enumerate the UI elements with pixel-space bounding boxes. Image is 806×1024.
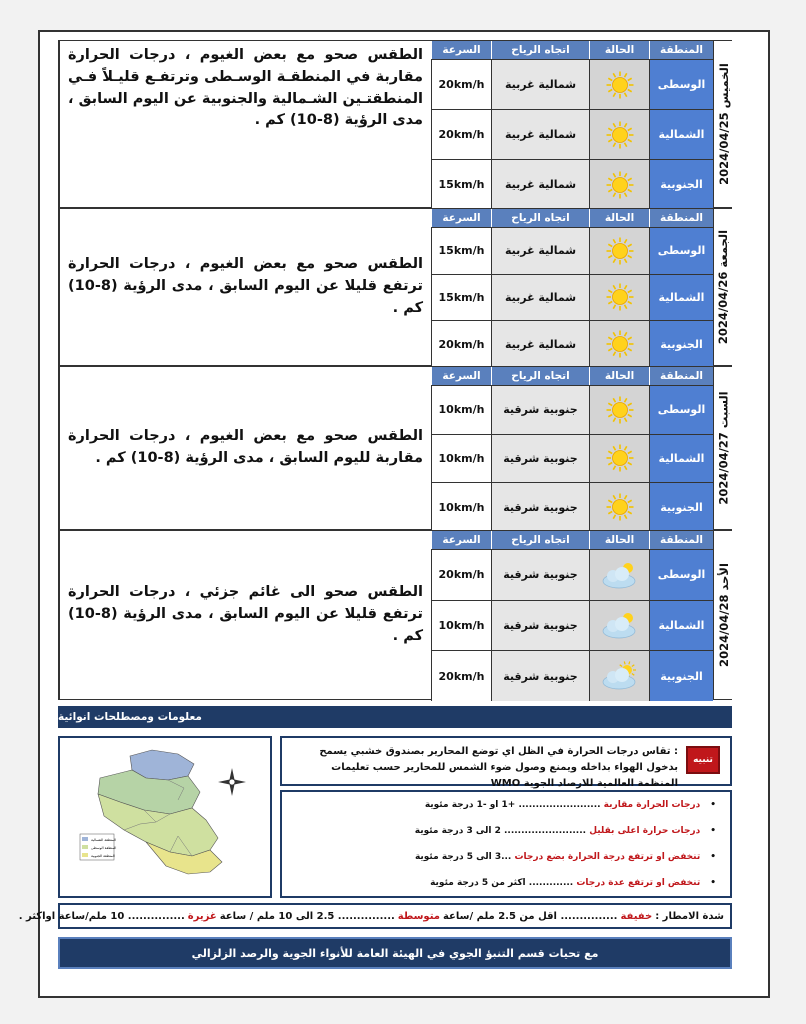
bullet-icon: •	[710, 878, 716, 888]
info-title: معلومات ومصطلحات انوائية	[58, 711, 202, 723]
date-column	[713, 531, 733, 699]
forecast-text: الطقس صحو مع بعض الغيوم ، درجات الحرارة ترتفع قليلا عن اليوم السابق ، مدى الرؤية (8-10) كم .	[59, 209, 431, 365]
region-name: الوسطى	[649, 385, 713, 434]
term-name: درجات حرارة اعلى بقليل	[589, 826, 701, 836]
header-status: الحالة	[589, 531, 649, 549]
notice-tag: تنبيه	[686, 746, 720, 774]
term-name: تنخفض او ترتفع عدة درجات	[576, 878, 701, 888]
region-name: الشمالية	[649, 600, 713, 651]
region-name: الشمالية	[649, 109, 713, 159]
header-region: المنطقة	[649, 531, 713, 549]
forecast-text: الطقس صحو الى غائم جزئي ، درجات الحرارة ترتفع قليلا عن اليوم السابق ، مدى الرؤية (8-10) كم .	[59, 531, 431, 699]
region-name: الشمالية	[649, 434, 713, 483]
iraq-map-panel	[58, 736, 272, 898]
term-name: درجات الحرارة مقاربة	[603, 800, 701, 810]
region-name: الجنوبية	[649, 650, 713, 701]
wind-direction: جنوبية شرقية	[491, 434, 589, 483]
bullet-icon: •	[710, 826, 716, 836]
forecast-text: الطقس صحو مع بعض الغيوم ، درجات الحرارة مقاربة لليوم السابق ، مدى الرؤية (8-10) كم .	[59, 367, 431, 529]
wind-speed: 15km/h	[431, 274, 491, 321]
rain-intensity-bar	[18, 903, 732, 929]
wind-direction: شمالية غربية	[491, 159, 589, 209]
sun-icon	[589, 227, 649, 274]
forecast-date: الخميس 2024/04/25	[716, 63, 731, 185]
term-name: تنخفض او ترتفع درجة الحرارة بضع درجات	[514, 852, 701, 862]
iraq-map	[60, 738, 270, 896]
header-wind-direction: اتجاه الرياح	[491, 209, 589, 227]
wind-direction: جنوبية شرقية	[491, 600, 589, 651]
wind-speed: 10km/h	[431, 434, 491, 483]
partly-cloudy-icon	[589, 650, 649, 701]
header-region: المنطقة	[649, 209, 713, 227]
wind-direction: شمالية غربية	[491, 59, 589, 109]
header-status: الحالة	[589, 367, 649, 385]
forecast-table	[431, 531, 713, 699]
wind-speed: 20km/h	[431, 650, 491, 701]
term-item	[430, 878, 716, 888]
notice-panel	[280, 736, 732, 789]
rain-light: خفيفة	[620, 910, 653, 922]
forecast-day-3	[58, 366, 732, 530]
sun-icon	[589, 320, 649, 367]
forecast-date: الأحد 2024/04/28	[716, 563, 731, 667]
forecast-text: الطقس صحو مع بعض الغيوم ، درجات الحرارة مقاربة في المنطقـة الوسـطى وترتفـع قليـلاً فـي المنطقتـين الشـمالية والجنوبية عن اليوم السابق ، مدى الرؤية (8-10) كم .	[59, 41, 431, 207]
region-name: الجنوبية	[649, 482, 713, 531]
term-value: ............. اكثر من 5 درجة مئوية	[430, 878, 574, 888]
region-name: الشمالية	[649, 274, 713, 321]
date-column	[713, 209, 733, 365]
term-item	[415, 826, 716, 836]
rain-moderate-value: ............... 2.5 الى 10 ملم / ساعة	[219, 910, 395, 922]
wind-direction: شمالية غربية	[491, 109, 589, 159]
rain-heavy: غزيرة	[187, 910, 217, 922]
sun-icon	[589, 274, 649, 321]
date-column	[713, 41, 733, 207]
notice-text: : تقاس درجات الحرارة في الظل اي توضع المحارير بصندوق خشبي يسمح بدخول الهواء بداخله ويمنع وصول ضوء الشمس للمحارير حسب تعليمات المنظمة العالمية للارصاد الجوية WMO	[319, 746, 678, 789]
legend-central: المنطقة الوسطى	[91, 846, 117, 850]
terms-panel	[280, 790, 732, 898]
forecast-day-4	[58, 530, 732, 700]
forecast-day-2	[58, 208, 732, 366]
header-status: الحالة	[589, 41, 649, 59]
legend-north: المنطقة الشمالية	[91, 838, 116, 842]
forecast-date: الجمعة 2024/04/26	[716, 229, 731, 345]
header-wind-direction: اتجاه الرياح	[491, 41, 589, 59]
rain-heavy-value: ............... 10 ملم/ساعة اواكثر .	[18, 910, 185, 922]
cloud-icon	[589, 600, 649, 651]
header-speed: السرعة	[431, 531, 491, 549]
region-name: الوسطى	[649, 549, 713, 600]
footer-text: مع تحيات قسم التنبؤ الجوي في الهيئة العامة للأنواء الجوية والرصد الزلزالي	[191, 946, 599, 960]
wind-direction: جنوبية شرقية	[491, 650, 589, 701]
region-name: الجنوبية	[649, 320, 713, 367]
wind-speed: 20km/h	[431, 59, 491, 109]
wind-speed: 10km/h	[431, 385, 491, 434]
term-value: ........................ 2 الى 3 درجة مئوية	[414, 826, 587, 836]
wind-direction: شمالية غربية	[491, 227, 589, 274]
rain-label: شدة الامطار :	[655, 910, 724, 922]
forecast-table	[431, 367, 713, 529]
wind-direction: شمالية غربية	[491, 274, 589, 321]
date-column	[713, 367, 733, 529]
term-value: ...3 الى 5 درجة مئوية	[414, 852, 512, 862]
sun-icon	[589, 109, 649, 159]
wind-direction: جنوبية شرقية	[491, 482, 589, 531]
forecast-date: السبت 2024/04/27	[716, 391, 731, 505]
forecast-day-1	[58, 40, 732, 208]
header-speed: السرعة	[431, 209, 491, 227]
wind-direction: شمالية غربية	[491, 320, 589, 367]
wind-speed: 20km/h	[431, 320, 491, 367]
wind-speed: 10km/h	[431, 600, 491, 651]
sun-icon	[589, 385, 649, 434]
info-title-bar	[58, 706, 732, 728]
term-item	[415, 852, 716, 862]
wind-speed: 20km/h	[431, 109, 491, 159]
forecast-table	[431, 41, 713, 207]
region-name: الوسطى	[649, 59, 713, 109]
wind-speed: 15km/h	[431, 227, 491, 274]
term-item	[425, 800, 716, 810]
header-wind-direction: اتجاه الرياح	[491, 531, 589, 549]
region-name: الوسطى	[649, 227, 713, 274]
bullet-icon: •	[710, 852, 716, 862]
wind-speed: 15km/h	[431, 159, 491, 209]
header-status: الحالة	[589, 209, 649, 227]
sun-icon	[589, 482, 649, 531]
sun-icon	[589, 159, 649, 209]
sun-icon	[589, 59, 649, 109]
header-wind-direction: اتجاه الرياح	[491, 367, 589, 385]
forecast-table	[431, 209, 713, 365]
header-speed: السرعة	[431, 41, 491, 59]
region-name: الجنوبية	[649, 159, 713, 209]
wind-direction: جنوبية شرقية	[491, 385, 589, 434]
sun-icon	[589, 434, 649, 483]
header-region: المنطقة	[649, 367, 713, 385]
wind-speed: 10km/h	[431, 482, 491, 531]
bullet-icon: •	[710, 800, 716, 810]
footer-bar	[58, 937, 732, 969]
rain-light-value: ............... اقل من 2.5 ملم /ساعة	[442, 910, 618, 922]
header-region: المنطقة	[649, 41, 713, 59]
header-speed: السرعة	[431, 367, 491, 385]
cloud-icon	[589, 549, 649, 600]
wind-direction: جنوبية شرقية	[491, 549, 589, 600]
term-value: ........................ +1 او -1 درجة مئوية	[424, 800, 601, 810]
legend-south: المنطقة الجنوبية	[91, 854, 115, 858]
rain-moderate: متوسطة	[397, 910, 440, 922]
wind-speed: 20km/h	[431, 549, 491, 600]
